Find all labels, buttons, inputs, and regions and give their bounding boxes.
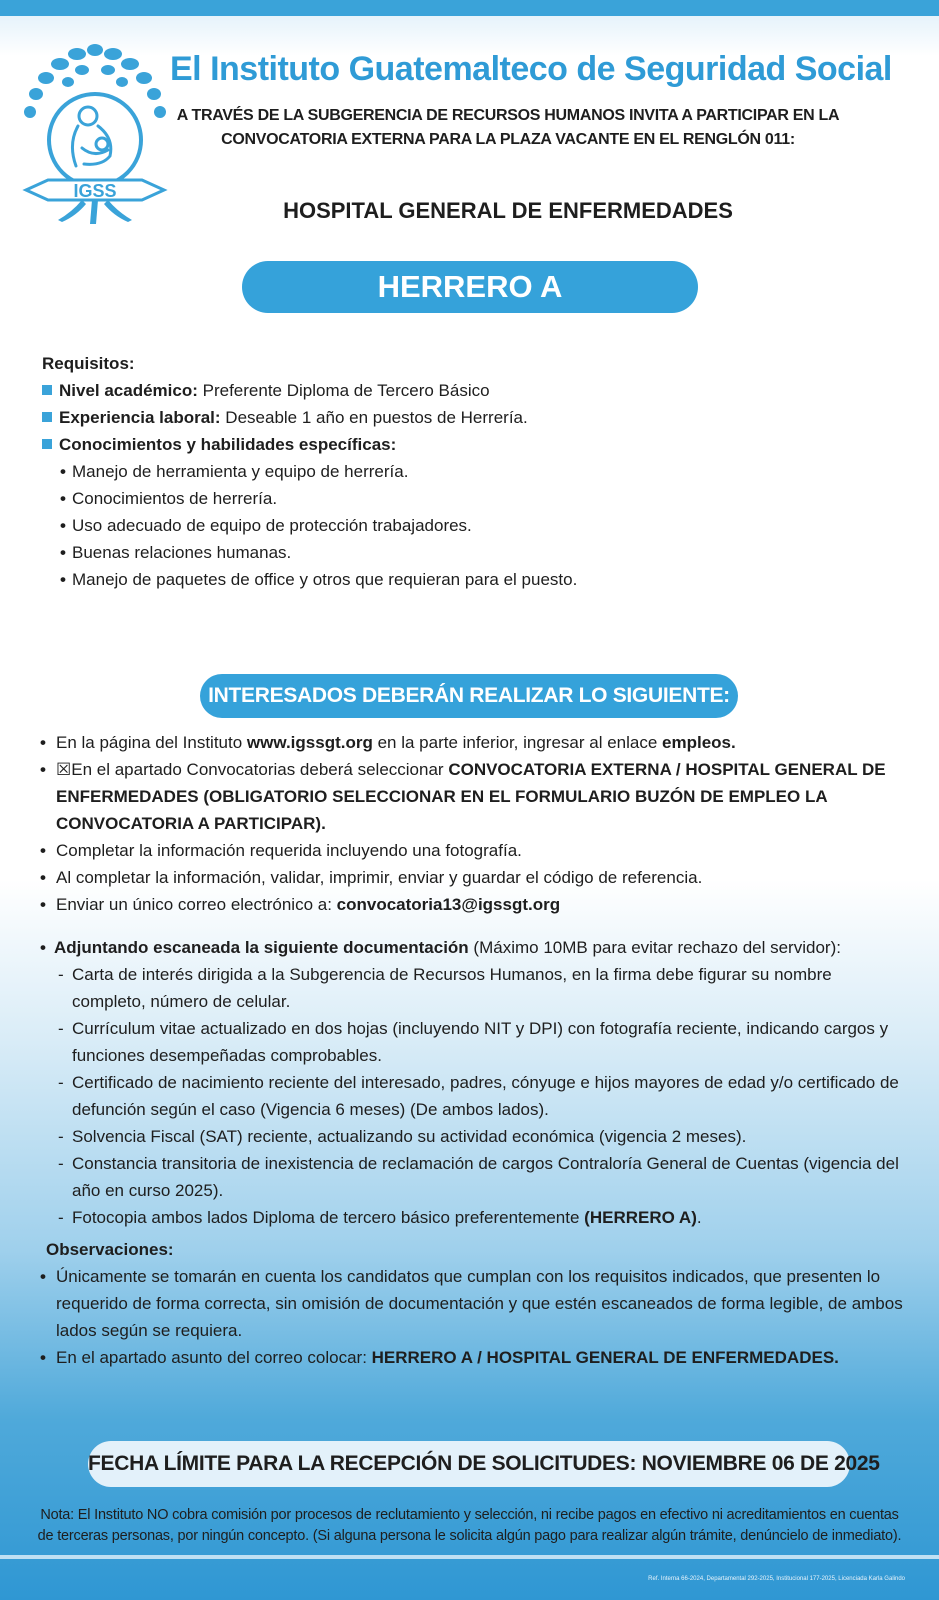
institute-title: El Instituto Guatemalteco de Seguridad Social (170, 50, 892, 88)
observation-item: • En el apartado asunto del correo colocar: HERRERO A / HOSPITAL GENERAL DE ENFERMEDADES. (40, 1348, 839, 1367)
document-item: - Fotocopia ambos lados Diploma de tercero básico preferentemente (HERRERO A). (58, 1208, 702, 1227)
subtitle-line-2: CONVOCATORIA EXTERNA PARA LA PLAZA VACANTE EN EL RENGLÓN 011: (221, 131, 795, 148)
observation-item: • Únicamente se tomarán en cuenta los candidatos que cumplan con los requisitos indicados, que presenten lo requerido de forma correcta, sin omisión de documentación y que estén escaneados de forma legible, de ambos lados según se requiera. (40, 1267, 903, 1340)
skill-item: • Uso adecuado de equipo de protección trabajadores. (60, 516, 472, 535)
step-website: • En la página del Instituto www.igssgt.org en la parte inferior, ingresar al enlace empleos. (40, 733, 736, 752)
academic-value: Preferente Diploma de Tercero Básico (197, 381, 490, 400)
hospital-name: HOSPITAL GENERAL DE ENFERMEDADES (283, 198, 733, 223)
document-item: - Carta de interés dirigida a la Subgerencia de Recursos Humanos, en la firma debe figurar su nombre completo, número de celular. (58, 965, 832, 1011)
job-title-banner: HERRERO A (242, 261, 698, 313)
square-bullet-icon (42, 439, 52, 449)
requirements-heading: Requisitos: (42, 354, 135, 373)
disclaimer-note (20, 1505, 919, 1547)
requirement-experience (42, 404, 902, 431)
experience-label: Experiencia laboral: (59, 408, 221, 427)
document-item: - Constancia transitoria de inexistencia de reclamación de cargos Contraloría General de Cuentas (vigencia del año en curso 2025). (58, 1154, 899, 1200)
observations-heading: Observaciones: (46, 1240, 174, 1259)
igss-logo (22, 40, 168, 226)
documents-heading: • Adjuntando escaneada la siguiente documentación (Máximo 10MB para evitar rechazo del servidor): (40, 938, 841, 957)
note-line-2: de terceras personas, por ningún concepto. (Si alguna persona le solicita algún pago para realizar algún trámite, denúncielo de inmediato). (37, 1528, 902, 1544)
logo-text: IGSS (73, 181, 117, 201)
observations-section (40, 1236, 910, 1371)
document-item: - Certificado de nacimiento reciente del interesado, padres, cónyuge e hijos mayores de edad y/o certificado de defunción según el caso (Vigencia 6 meses) (De ambos lados). (58, 1073, 899, 1119)
academic-label: Nivel académico: (59, 381, 198, 400)
bottom-divider (0, 1555, 939, 1559)
step-select-call: • ☒En el apartado Convocatorias deberá seleccionar CONVOCATORIA EXTERNA / HOSPITAL GENERAL DE ENFERMEDADES (OBLIGATORIO SELECCIONAR EN EL FORMULARIO BUZÓN DE EMPLEO LA CONVOCATORIA A PARTICIPAR). (40, 760, 886, 833)
email-link[interactable]: convocatoria13@igssgt.org (336, 895, 561, 914)
skill-item: • Manejo de herramienta y equipo de herrería. (60, 462, 409, 481)
skill-item: • Conocimientos de herrería. (60, 489, 278, 508)
subtitle-line-1: A TRAVÉS DE LA SUBGERENCIA DE RECURSOS HUMANOS INVITA A PARTICIPAR EN LA (176, 107, 840, 124)
skill-item: • Buenas relaciones humanas. (60, 543, 292, 562)
step-send-email: • Enviar un único correo electrónico a: convocatoria13@igssgt.org (40, 895, 561, 914)
step-validate: • Al completar la información, validar, imprimir, enviar y guardar el código de referencia. (40, 868, 703, 887)
requirement-academic (42, 377, 902, 404)
requirement-skills (42, 431, 902, 458)
invitation-subtitle (170, 104, 846, 152)
instructions-list (40, 729, 910, 918)
skill-item: • Manejo de paquetes de office y otros que requieran para el puesto. (60, 570, 578, 589)
top-accent-bar (0, 0, 939, 16)
step-complete-info: • Completar la información requerida incluyendo una fotografía. (40, 841, 522, 860)
requirements-section (42, 350, 902, 593)
website-link[interactable]: www.igssgt.org (246, 733, 373, 752)
reference-code: Ref. Interna 66-2024, Departamental 292-2025, Institucional 177-2025, Licenciada Karla Galindo (648, 1576, 905, 1582)
square-bullet-icon (42, 412, 52, 422)
deadline-banner: FECHA LÍMITE PARA LA RECEPCIÓN DE SOLICITUDES: NOVIEMBRE 06 DE 2025 (88, 1441, 850, 1487)
instructions-heading-banner: INTERESADOS DEBERÁN REALIZAR LO SIGUIENTE: (200, 674, 738, 718)
employment-link[interactable]: empleos. (662, 733, 736, 752)
documents-section (40, 934, 910, 1231)
skills-list (60, 458, 902, 593)
skills-label: Conocimientos y habilidades específicas: (59, 435, 397, 454)
document-item: - Currículum vitae actualizado en dos hojas (incluyendo NIT y DPI) con fotografía reciente, indicando cargos y funciones desempeñadas comprobables. (58, 1019, 889, 1065)
document-item: - Solvencia Fiscal (SAT) reciente, actualizando su actividad económica (vigencia 2 meses). (58, 1127, 747, 1146)
square-bullet-icon (42, 385, 52, 395)
experience-value: Deseable 1 año en puestos de Herrería. (220, 408, 528, 427)
note-line-1: Nota: El Instituto NO cobra comisión por procesos de reclutamiento y selección, ni recibe pagos en efectivo ni acreditamientos en cuentas (40, 1507, 899, 1523)
